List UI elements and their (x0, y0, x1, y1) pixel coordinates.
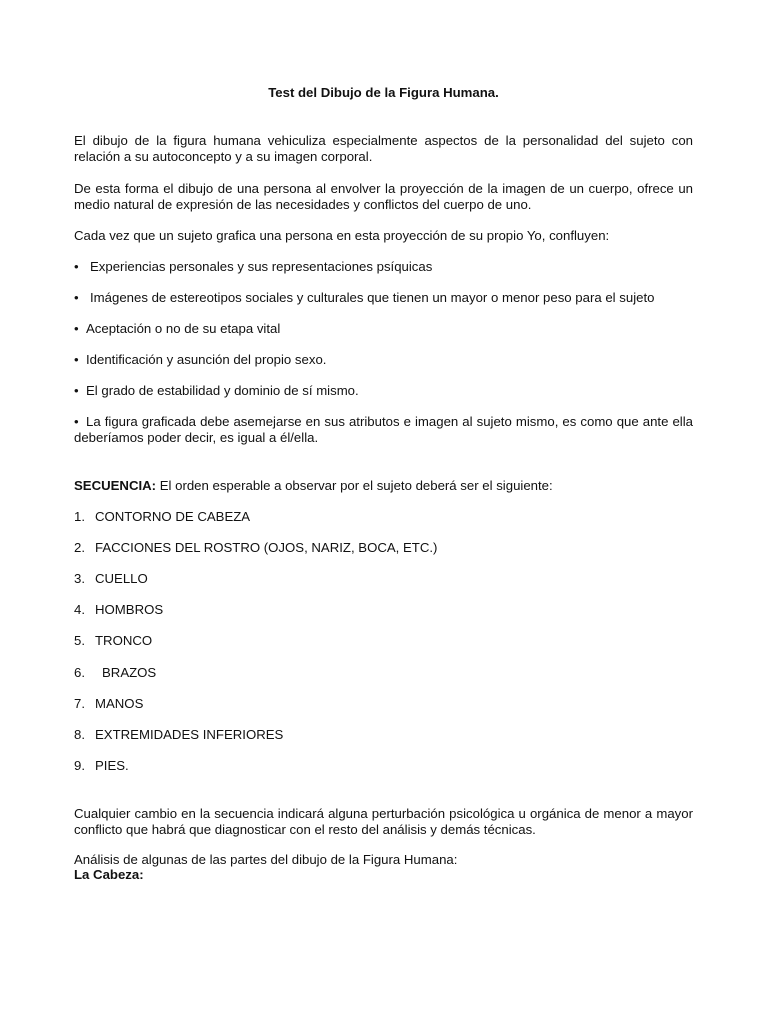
bullet-text: Experiencias personales y sus representaciones psíquicas (90, 259, 433, 274)
sequence-item (74, 571, 148, 587)
sequence-item (74, 665, 156, 681)
bullet-symbol: • (74, 352, 79, 367)
confluence-paragraph: Cada vez que un sujeto grafica una persona en esta proyección de su propio Yo, confluyen: (74, 228, 610, 243)
sequence-text: CUELLO (95, 571, 148, 586)
bullet-symbol: • (74, 383, 79, 398)
bullet-text: Identificación y asunción del propio sexo. (86, 352, 327, 367)
bullet-item (74, 383, 693, 399)
sequence-number: 6. (74, 665, 85, 680)
bullet-item (74, 321, 693, 337)
sequence-intro-text: El orden esperable a observar por el sujeto deberá ser el siguiente: (156, 478, 553, 493)
sequence-text: EXTREMIDADES INFERIORES (95, 727, 284, 742)
sequence-item (74, 602, 163, 618)
sequence-number: 3. (74, 571, 85, 586)
bullet-text: La figura graficada debe asemejarse en sus atributos e imagen al sujeto mismo, es como que ante ella deberíamos poder decir, es igual a él/ella. (74, 414, 693, 445)
section-heading: La Cabeza: (74, 867, 144, 882)
projection-paragraph: De esta forma el dibujo de una persona al envolver la proyección de la imagen de un cuerpo, ofrece un medio natural de expresión de las necesidades y conflictos del cuerpo de uno. (74, 181, 693, 212)
bullet-symbol: • (74, 290, 79, 305)
bullet-item (74, 352, 693, 368)
sequence-text: BRAZOS (102, 665, 157, 680)
sequence-item (74, 758, 129, 774)
sequence-number: 9. (74, 758, 85, 773)
sequence-number: 2. (74, 540, 85, 555)
bullet-text: El grado de estabilidad y dominio de sí mismo. (86, 383, 359, 398)
sequence-number: 8. (74, 727, 85, 742)
sequence-number: 5. (74, 633, 85, 648)
bullet-item (74, 290, 693, 306)
bullet-symbol: • (74, 259, 79, 274)
sequence-text: FACCIONES DEL ROSTRO (OJOS, NARIZ, BOCA, ETC.) (95, 540, 438, 555)
sequence-number: 7. (74, 696, 85, 711)
sequence-text: PIES. (95, 758, 129, 773)
intro-paragraph: El dibujo de la figura humana vehiculiza especialmente aspectos de la personalidad del sujeto con relación a su autoconcepto y a su imagen corporal. (74, 133, 693, 164)
sequence-intro (74, 478, 693, 494)
sequence-text: TRONCO (95, 633, 153, 648)
document-title: Test del Dibujo de la Figura Humana. (268, 85, 499, 100)
sequence-item (74, 727, 283, 743)
sequence-item (74, 633, 152, 649)
bullet-item (74, 259, 693, 275)
bullet-symbol: • (74, 414, 79, 429)
sequence-number: 4. (74, 602, 85, 617)
sequence-text: MANOS (95, 696, 144, 711)
sequence-label: SECUENCIA: (74, 478, 157, 493)
sequence-text: HOMBROS (95, 602, 164, 617)
sequence-item (74, 540, 437, 556)
sequence-number: 1. (74, 509, 85, 524)
sequence-item (74, 696, 143, 712)
bullet-text: Imágenes de estereotipos sociales y culturales que tienen un mayor o menor peso para el sujeto (90, 290, 655, 305)
bullet-item (74, 414, 693, 445)
bullet-text: Aceptación o no de su etapa vital (86, 321, 281, 336)
sequence-text: CONTORNO DE CABEZA (95, 509, 251, 524)
bullet-symbol: • (74, 321, 79, 336)
analysis-intro-paragraph: Análisis de algunas de las partes del dibujo de la Figura Humana: (74, 852, 458, 867)
sequence-item (74, 509, 250, 525)
sequence-change-paragraph: Cualquier cambio en la secuencia indicará alguna perturbación psicológica u orgánica de menor a mayor conflicto que habrá que diagnosticar con el resto del análisis y demás técnicas. (74, 806, 693, 837)
